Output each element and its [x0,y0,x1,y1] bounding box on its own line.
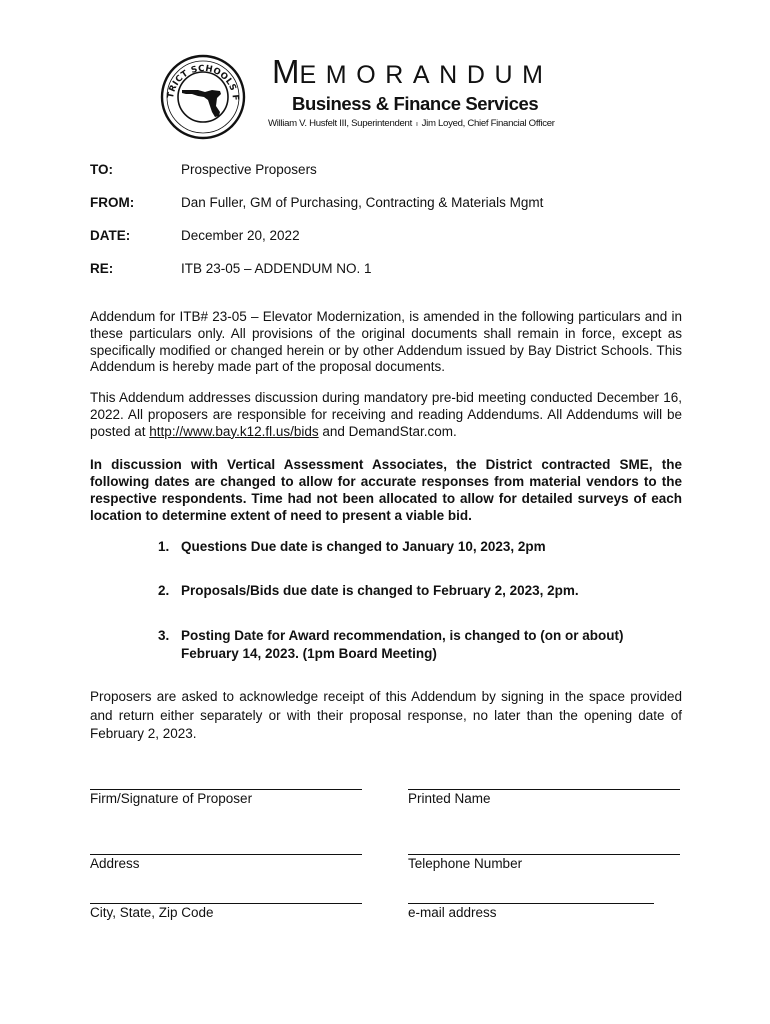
printed-name-line[interactable] [408,789,680,790]
list-item-number: 3. [158,628,170,643]
email-line[interactable] [408,903,654,904]
list-item-number: 1. [158,539,170,554]
list-item-text: Proposals/Bids due date is changed to February 2, 2023, 2pm. [181,583,579,598]
to-value: Prospective Proposers [181,162,317,177]
list-item [158,627,678,662]
svg-text:BAY DISTRICT SCHOOLS FLORIDA: TRICT SCHOOLS F [166,63,241,102]
list-item-number: 2. [158,583,170,598]
to-label: TO: [90,162,113,177]
list-item [158,582,678,600]
email-label: e-mail address [408,905,497,920]
date-label: DATE: [90,228,131,243]
title-initial: M [272,53,300,90]
meeting-paragraph [90,390,682,440]
re-value: ITB 23-05 – ADDENDUM NO. 1 [181,261,372,276]
sme-paragraph: In discussion with Vertical Assessment Associates, the District contracted SME, the following dates are changed to allow for accurate responses from material vendors to the respective respondents. Time had not been allocated to allow for detailed surveys of each location to determine extent of need to present a viable bid. [90,457,682,523]
firm-signature-label: Firm/Signature of Proposer [90,791,253,806]
telephone-line[interactable] [408,854,680,855]
seal-icon [160,54,246,140]
intro-paragraph: Addendum for ITB# 23-05 – Elevator Modernization, is amended in the following particulars and in these particulars only. All provisions of the original documents shall remain in force, except as specifically modified or changed herein or by other Addendum issued by Bay District Schools. This Addendum is hereby made part of the proposal documents. [90,309,682,375]
cfo-name: Jim Loyed, Chief Financial Officer [421,118,555,129]
list-item-text: Posting Date for Award recommendation, is changed to (on or about) February 14, 2023. (1pm Board Meeting) [181,628,624,661]
superintendent-name: William V. Husfelt III, Superintendent [268,118,412,129]
bids-link[interactable]: http://www.bay.k12.fl.us/bids [149,423,319,439]
department-name: Business & Finance Services [292,93,539,114]
telephone-label: Telephone Number [408,856,523,871]
city-state-zip-label: City, State, Zip Code [90,905,214,920]
acknowledge-paragraph: Proposers are asked to acknowledge receipt of this Addendum by signing in the space provided and return either separately or with their proposal response, no later than the opening date of February 2, 2023. [90,689,682,741]
from-value: Dan Fuller, GM of Purchasing, Contracting & Materials Mgmt [181,195,544,210]
meeting-text-end: and DemandStar.com. [318,423,457,439]
address-label: Address [90,856,140,871]
list-item [158,538,678,556]
city-state-zip-line[interactable] [90,903,362,904]
memorandum-title [272,54,553,93]
title-rest: EMORANDUM [299,61,553,89]
re-label: RE: [90,261,114,276]
officers-line [268,118,555,129]
firm-signature-line[interactable] [90,789,362,790]
district-seal [160,54,246,140]
meeting-text-start: This Addendum addresses discussion during mandatory pre-bid meeting conducted December 16, 2022. All proposers are responsible for receiving and reading Addendums. All Addendums will be posted at [90,390,682,439]
printed-name-label: Printed Name [408,791,491,806]
from-label: FROM: [90,195,135,210]
officers-separator: ı [415,121,418,128]
address-line[interactable] [90,854,362,855]
list-item-text: Questions Due date is changed to January 10, 2023, 2pm [181,539,546,554]
date-value: December 20, 2022 [181,228,300,243]
